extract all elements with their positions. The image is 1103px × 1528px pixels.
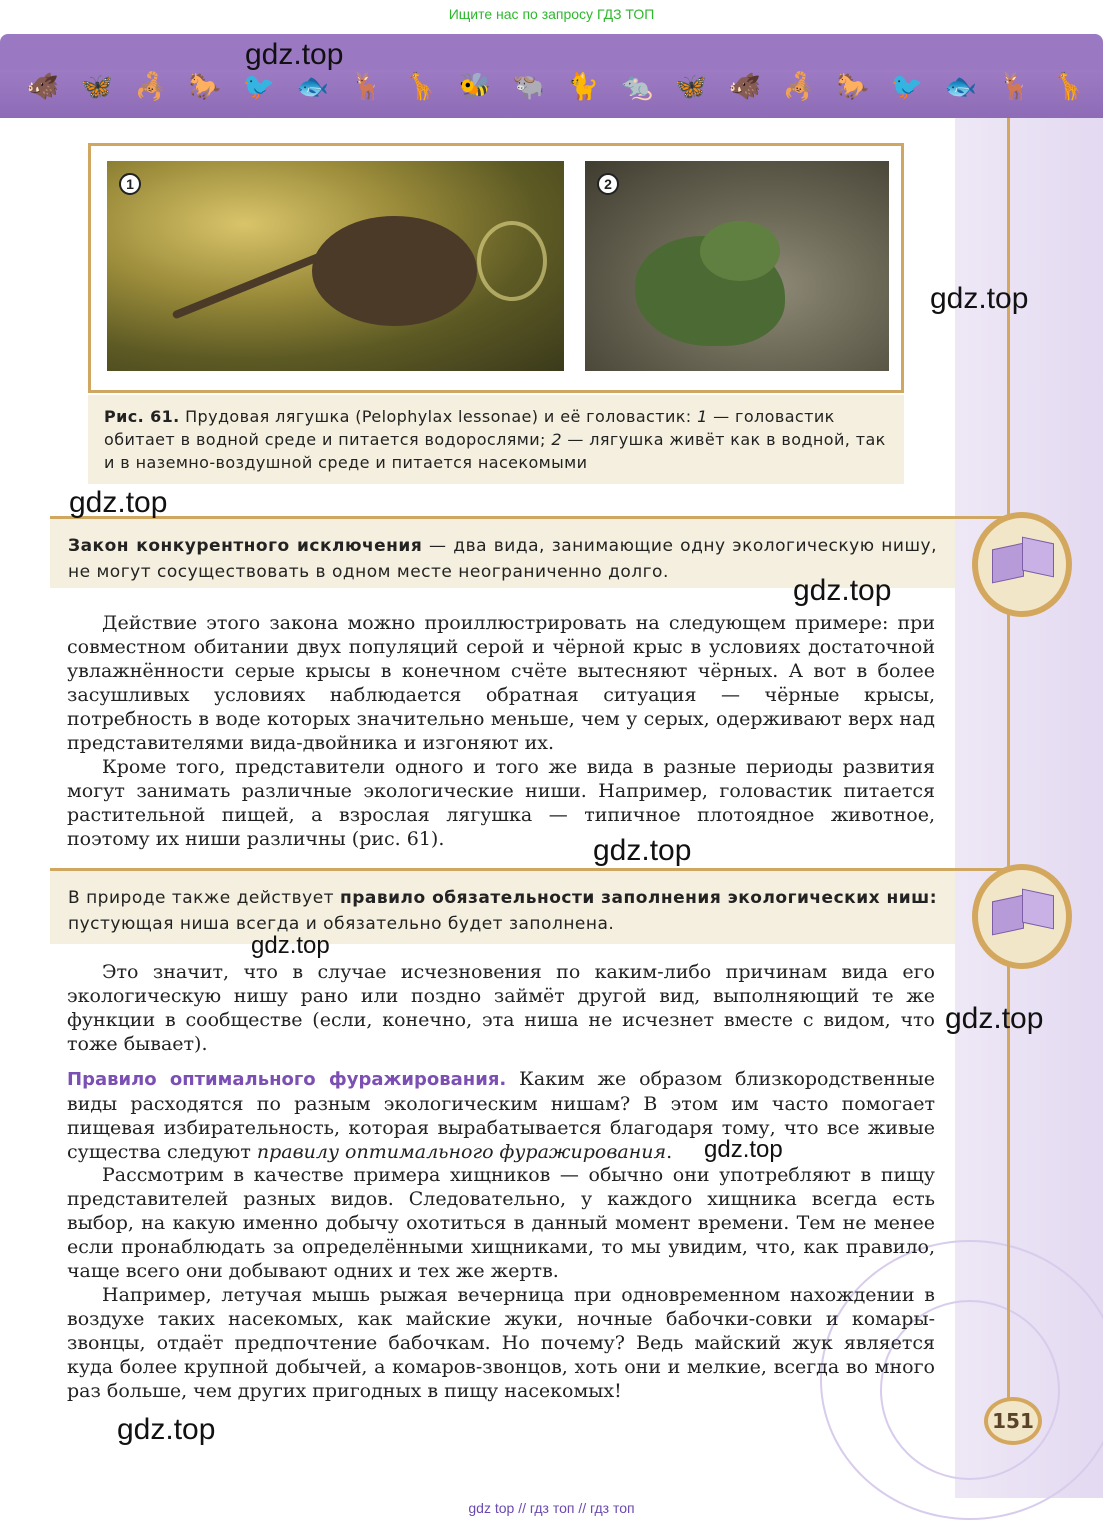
watermark: gdz.top: [69, 486, 168, 519]
horse-icon: 🐎: [188, 72, 222, 102]
watermark: gdz.top: [117, 1413, 216, 1446]
boar-icon: 🐗: [26, 72, 60, 102]
rule-term: правило обязательности заполнения экологических ниш:: [339, 888, 937, 908]
book-icon: [972, 512, 1072, 617]
paragraph: Рассмотрим в качестве примера хищников — обычно они употребляют в пищу представителей разных видов. Следовательно, у каждого хищника всегда есть выбор, на какую именно добычу охотиться в данный момент времени. Тем не менее если пронаблюдать за определёнными хищниками, то мы увидим, что, как правило, чаще всего они добывают одних и тех же жертв.: [67, 1164, 935, 1282]
page-number: 151: [984, 1397, 1042, 1445]
paragraph: Например, летучая мышь рыжая вечерница при одновременном нахождении в воздухе таких насекомых, как майские жуки, ночные бабочки-совки и комары-звонцы, отдаёт предпочтение бабочкам. Но почему? Ведь майский жук является куда более крупной добычей, а комаров-звонцов, хоть они и мелкие, всегда во много раз больше, чем других пригодных в пищу насекомых!: [67, 1284, 935, 1402]
butterfly-icon: 🦋: [674, 72, 708, 102]
scorpion-icon: 🦂: [782, 72, 816, 102]
caption-index-1: 1: [697, 407, 708, 426]
giraffe-icon: 🦒: [1052, 72, 1086, 102]
watermark: gdz.top: [251, 932, 330, 959]
watermark: gdz.top: [945, 1002, 1044, 1035]
watermark: gdz.top: [245, 38, 344, 71]
horse-icon: 🐎: [836, 72, 870, 102]
paragraph: Это значит, что в случае исчезновения по каким-либо причинам вида его экологическую нишу рано или поздно займёт другой вид, выполняющий те же функции в сообществе (если, конечно, эта ниша не исчезнет вместе с видом, что тоже бывает).: [67, 961, 935, 1055]
paragraph-foraging: [67, 1067, 935, 1164]
fish-icon: 🐟: [944, 72, 978, 102]
animal-silhouettes-row: [26, 72, 1086, 102]
rule-definition: — два вида, занимающие одну экологическую нишу, не могут сосуществовать в одном месте неограниченно долго.: [68, 536, 937, 582]
italic-term: правилу оптимального фуражирования: [256, 1141, 667, 1163]
paragraph: Действие этого закона можно проиллюстрировать на следующем примере: при совместном обитании двух популяций серой и чёрной крыс в условиях достаточной увлажнённости серые крысы в конечном счёте вытесняют чёрных. А вот в более засушливых условиях наблюдается обратная ситуация — чёрные крысы, потребность в воде которых значительно меньше, чем у серых, одерживают верх над представителями вида-двойника и изгоняют их.: [67, 612, 935, 754]
figure-61-frame: [88, 143, 904, 393]
photo-number-badge: 1: [119, 173, 141, 195]
bird-icon: 🐦: [890, 72, 924, 102]
rule-definition: пустующая ниша всегда и обязательно будет заполнена.: [68, 914, 615, 934]
figure-caption: [88, 395, 904, 484]
water-ring: [477, 221, 547, 301]
caption-index-2: 2: [551, 430, 562, 449]
rule-box-niche-filling: [50, 868, 955, 944]
tadpole-tail: [172, 250, 328, 319]
tadpole-body: [312, 216, 477, 326]
frog-photo: [585, 161, 889, 371]
giraffe-icon: 🦒: [404, 72, 438, 102]
watermark: gdz.top: [793, 574, 892, 607]
deer-icon: 🦌: [350, 72, 384, 102]
rule-prefix: В природе также действует: [68, 888, 340, 908]
caption-label: Рис. 61.: [104, 407, 180, 426]
cat-icon: 🐈: [566, 72, 600, 102]
butterfly-icon: 🦋: [80, 72, 114, 102]
section-intro: Каким же образом близкородственные виды расходятся по разным экологическим нишам? В этом им часто помогает пищевая избирательность, которая вырабатывается благодаря тому, что все живые существа следуют: [67, 1068, 935, 1163]
photo-number-badge: 2: [597, 173, 619, 195]
footer-links: gdz top // гдз топ // гдз топ: [468, 1500, 635, 1516]
section-heading: Правило оптимального фуражирования.: [67, 1069, 507, 1090]
rodent-icon: 🐀: [620, 72, 654, 102]
sentence-end: .: [666, 1141, 673, 1163]
caption-text-2: — лягушка живёт как в водной, так и в наземно-воздушной среде и питается насекомыми: [104, 430, 886, 472]
boar-icon: 🐗: [728, 72, 762, 102]
watermark: gdz.top: [704, 1136, 783, 1163]
tadpole-photo: [107, 161, 564, 371]
top-search-note: Ищите нас по запросу ГДЗ ТОП: [448, 6, 655, 22]
fish-icon: 🐟: [296, 72, 330, 102]
frog-head: [700, 221, 780, 281]
scorpion-icon: 🦂: [134, 72, 168, 102]
watermark: gdz.top: [930, 282, 1029, 315]
bison-icon: 🐃: [512, 72, 546, 102]
bird-icon: 🐦: [242, 72, 276, 102]
paragraph: Кроме того, представители одного и того же вида в разные периоды развития могут занимать различные экологические ниши. Например, головастик питается растительной пищей, а взрослая лягушка — типичное плотоядное животное, поэтому их ниши различны (рис. 61).: [67, 756, 935, 850]
book-icon: [972, 864, 1072, 969]
caption-text: Прудовая лягушка (Pelophylax lessonae) и её головастик:: [179, 407, 698, 426]
watermark: gdz.top: [593, 834, 692, 867]
deer-icon: 🦌: [998, 72, 1032, 102]
rule-term: Закон конкурентного исключения: [68, 536, 423, 556]
insect-icon: 🐝: [458, 72, 492, 102]
caption-text-1: — головастик обитает в водной среде и питается водорослями;: [104, 407, 835, 449]
